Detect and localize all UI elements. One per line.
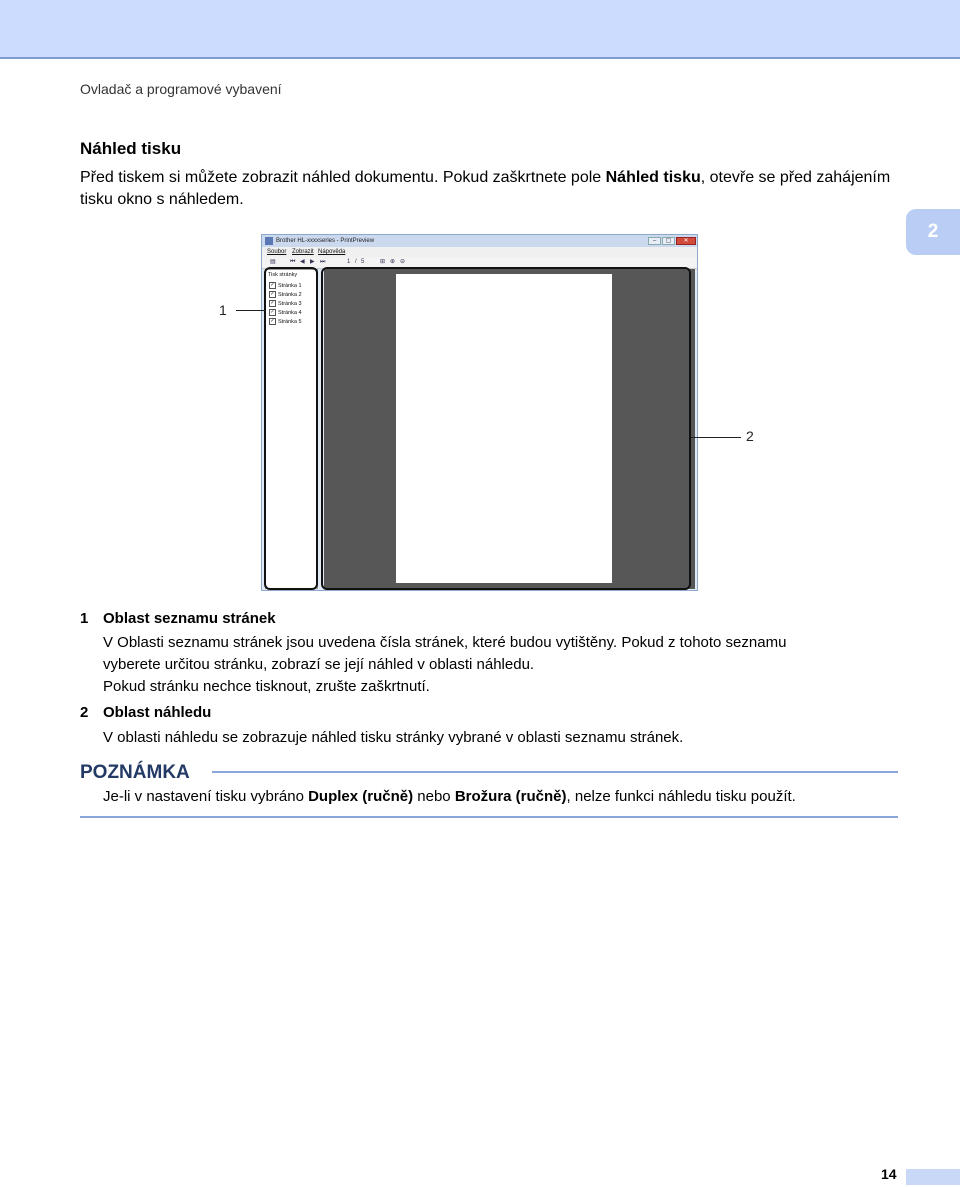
item-2-title: Oblast náhledu bbox=[103, 704, 212, 721]
note-rule-top bbox=[212, 771, 898, 773]
close-button[interactable]: ✕ bbox=[676, 237, 696, 245]
item-1-line-3: Pokud stránku nechce tisknout, zrušte zaškrtnutí. bbox=[103, 678, 430, 695]
page-current[interactable]: 1 bbox=[347, 259, 351, 265]
page-label: Stránka 5 bbox=[278, 318, 302, 325]
callout-1-label: 1 bbox=[219, 302, 227, 318]
note-title: POZNÁMKA bbox=[80, 762, 190, 783]
intro-text-2: , otevře se před zahájením tisku okno s náhledem. bbox=[80, 169, 891, 208]
note-text-1: Je-li v nastavení tisku vybráno bbox=[103, 788, 309, 805]
callout-2-label: 2 bbox=[746, 428, 754, 444]
checkbox[interactable]: ✓ bbox=[270, 291, 275, 297]
note-bold-2: Brožura (ručně) bbox=[454, 788, 567, 805]
minimize-button[interactable]: – bbox=[648, 237, 661, 245]
menu-help[interactable]: Nápověda bbox=[318, 249, 346, 255]
window-titlebar bbox=[262, 235, 697, 247]
page-label: Stránka 1 bbox=[278, 282, 302, 289]
note-text-3: , nelze funkci náhledu tisku použít. bbox=[566, 788, 796, 805]
prev-page-icon[interactable]: ◀ bbox=[300, 259, 305, 265]
chapter-tab: 2 bbox=[906, 209, 960, 255]
page-label: Stránka 3 bbox=[278, 300, 302, 307]
page-number: 14 bbox=[881, 1166, 897, 1182]
next-page-icon[interactable]: ▶ bbox=[310, 259, 315, 265]
checkbox[interactable]: ✓ bbox=[270, 300, 275, 306]
item-2-line-1: V oblasti náhledu se zobrazuje náhled tisku stránky vybrané v oblasti seznamu stránek. bbox=[103, 729, 684, 746]
fit-page-icon[interactable]: ⊞ bbox=[380, 259, 386, 265]
note-text bbox=[103, 786, 903, 808]
callout-frame-preview bbox=[321, 267, 691, 590]
item-1-title: Oblast seznamu stránek bbox=[103, 610, 276, 627]
note-bold-1: Duplex (ručně) bbox=[308, 788, 414, 805]
intro-bold: Náhled tisku bbox=[605, 169, 701, 186]
first-page-icon[interactable]: ⏮ bbox=[290, 259, 296, 265]
checkbox[interactable]: ✓ bbox=[270, 309, 275, 315]
page-total: 5 bbox=[361, 259, 365, 265]
menu-bar bbox=[262, 247, 697, 257]
menu-file[interactable]: Soubor bbox=[267, 249, 287, 255]
page-label: Stránka 4 bbox=[278, 309, 302, 316]
header-band bbox=[0, 0, 960, 59]
note-text-2: nebo bbox=[413, 788, 455, 805]
maximize-button[interactable]: ▢ bbox=[662, 237, 675, 245]
last-page-icon[interactable]: ⏭ bbox=[320, 259, 326, 265]
note-rule-bottom bbox=[80, 816, 898, 818]
item-1-number: 1 bbox=[80, 610, 89, 627]
page-tab bbox=[906, 1169, 960, 1185]
print-icon[interactable]: ▤ bbox=[270, 259, 276, 265]
section-title: Náhled tisku bbox=[80, 139, 182, 158]
zoom-out-icon[interactable]: ⊖ bbox=[400, 259, 406, 265]
page-list-header: Tisk stránky bbox=[268, 272, 298, 278]
running-header: Ovladač a programové vybavení bbox=[80, 81, 282, 97]
app-icon bbox=[265, 237, 273, 245]
window-title: Brother HL-xxxxseries - PrintPreview bbox=[276, 238, 375, 244]
callout-2-leader bbox=[691, 437, 741, 438]
item-1-line-2: vyberete určitou stránku, zobrazí se její náhled v oblasti náhledu. bbox=[103, 656, 535, 673]
intro-text-1: Před tiskem si můžete zobrazit náhled dokumentu. Pokud zaškrtnete pole bbox=[80, 169, 606, 186]
callout-frame-page-list bbox=[264, 267, 318, 590]
item-2-number: 2 bbox=[80, 704, 89, 721]
zoom-in-icon[interactable]: ⊕ bbox=[390, 259, 396, 265]
checkbox[interactable]: ✓ bbox=[270, 282, 275, 288]
callout-1-leader bbox=[236, 310, 265, 311]
intro-paragraph bbox=[80, 167, 900, 211]
page-separator: / bbox=[355, 259, 357, 265]
menu-view[interactable]: Zobrazit bbox=[292, 249, 314, 255]
page-label: Stránka 2 bbox=[278, 291, 302, 298]
checkbox[interactable]: ✓ bbox=[270, 318, 275, 324]
item-1-line-1: V Oblasti seznamu stránek jsou uvedena čísla stránek, které budou vytištěny. Pokud z tohoto seznamu bbox=[103, 634, 787, 651]
